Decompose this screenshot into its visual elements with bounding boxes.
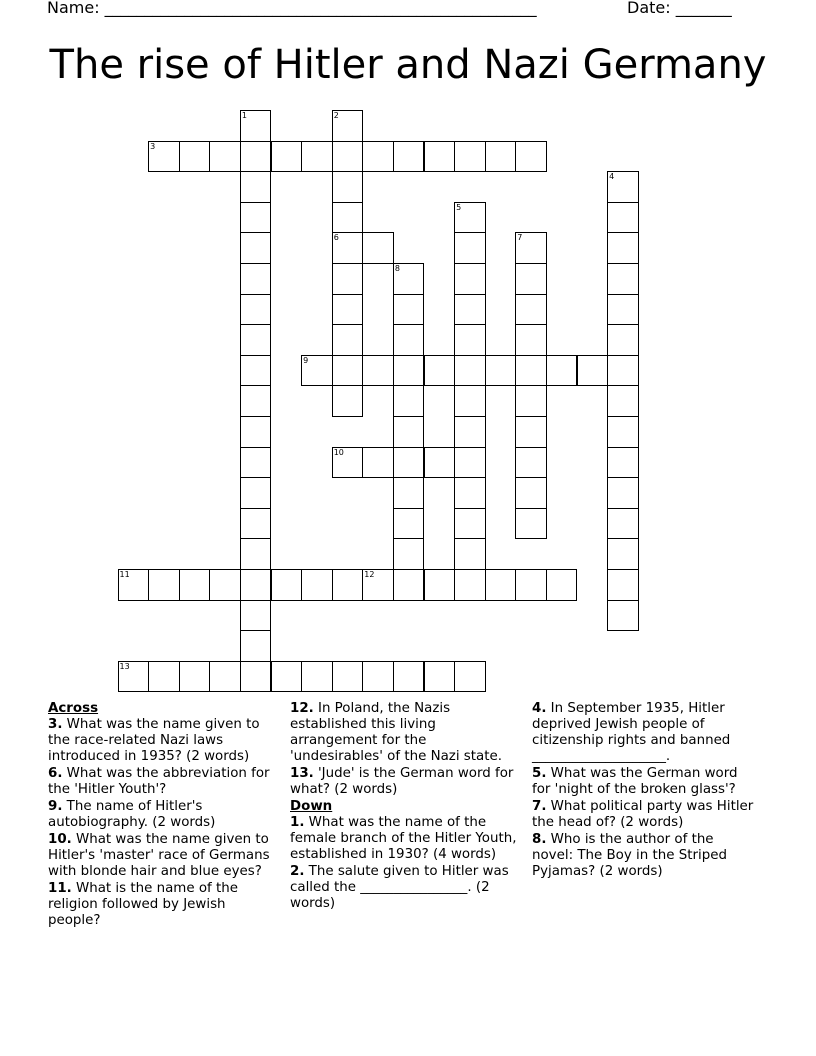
grid-cell[interactable] [332, 294, 364, 326]
grid-cell[interactable] [148, 141, 180, 173]
clue-down-1: 1. What was the name of the female branch of the Hitler Youth, established in 1930? (4 words) [290, 815, 517, 862]
grid-cell[interactable] [515, 477, 547, 509]
grid-cell[interactable] [393, 355, 425, 387]
grid-cell[interactable] [240, 385, 272, 417]
grid-cell[interactable] [332, 447, 364, 479]
grid-cell[interactable] [332, 232, 364, 264]
clues-column-2 [290, 701, 522, 913]
grid-cell[interactable] [393, 416, 425, 448]
grid-cell[interactable] [607, 477, 639, 509]
grid-cell[interactable] [546, 355, 578, 387]
clue-number: 5 [456, 202, 462, 212]
grid-cell[interactable] [301, 141, 333, 173]
grid-cell[interactable] [515, 569, 547, 601]
grid-cell[interactable] [240, 538, 272, 570]
grid-cell[interactable] [240, 294, 272, 326]
grid-cell[interactable] [240, 110, 272, 142]
grid-cell[interactable] [332, 202, 364, 234]
grid-cell[interactable] [271, 141, 303, 173]
grid-cell[interactable] [332, 355, 364, 387]
grid-cell[interactable] [362, 661, 394, 693]
clue-across-6: 6. What was the abbreviation for the 'Hitler Youth'? [48, 766, 270, 797]
grid-cell[interactable] [362, 447, 394, 479]
grid-cell[interactable] [332, 263, 364, 295]
grid-cell[interactable] [240, 508, 272, 540]
grid-cell[interactable] [393, 324, 425, 356]
clue-number: 9 [303, 355, 309, 365]
grid-cell[interactable] [485, 569, 517, 601]
grid-cell[interactable] [424, 141, 456, 173]
grid-cell[interactable] [362, 355, 394, 387]
grid-cell[interactable] [424, 661, 456, 693]
grid-cell[interactable] [454, 141, 486, 173]
grid-cell[interactable] [179, 661, 211, 693]
across-heading: Across [48, 701, 99, 716]
grid-cell[interactable] [515, 385, 547, 417]
grid-cell[interactable] [332, 661, 364, 693]
grid-cell[interactable] [607, 294, 639, 326]
clue-down-4: 4. In September 1935, Hitler deprived Jewish people of citizenship rights and banned ____________________. [532, 701, 731, 764]
grid-cell[interactable] [209, 569, 241, 601]
grid-cell[interactable] [393, 477, 425, 509]
clue-across-11: 11. What is the name of the religion followed by Jewish people? [48, 881, 238, 928]
grid-cell[interactable] [148, 661, 180, 693]
grid-cell[interactable] [607, 263, 639, 295]
grid-cell[interactable] [362, 141, 394, 173]
grid-cell[interactable] [454, 355, 486, 387]
grid-cell[interactable] [271, 661, 303, 693]
grid-cell[interactable] [240, 263, 272, 295]
grid-cell[interactable] [240, 630, 272, 662]
grid-cell[interactable] [607, 171, 639, 203]
grid-cell[interactable] [240, 355, 272, 387]
clue-number: 7 [517, 233, 523, 243]
clue-number: 10 [333, 447, 344, 457]
grid-cell[interactable] [607, 600, 639, 632]
grid-cell[interactable] [515, 263, 547, 295]
grid-cell[interactable] [607, 324, 639, 356]
grid-cell[interactable] [424, 355, 456, 387]
grid-cell[interactable] [424, 569, 456, 601]
grid-cell[interactable] [454, 263, 486, 295]
grid-cell[interactable] [118, 569, 150, 601]
grid-cell[interactable] [240, 477, 272, 509]
grid-cell[interactable] [240, 569, 272, 601]
grid-cell[interactable] [515, 416, 547, 448]
grid-cell[interactable] [393, 294, 425, 326]
grid-cell[interactable] [424, 447, 456, 479]
grid-cell[interactable] [301, 569, 333, 601]
clues-column-3 [532, 701, 758, 881]
grid-cell[interactable] [393, 141, 425, 173]
grid-cell[interactable] [271, 569, 303, 601]
grid-cell[interactable] [362, 569, 394, 601]
grid-cell[interactable] [577, 355, 609, 387]
grid-cell[interactable] [148, 569, 180, 601]
grid-cell[interactable] [393, 508, 425, 540]
grid-cell[interactable] [240, 324, 272, 356]
grid-cell[interactable] [485, 141, 517, 173]
grid-cell[interactable] [240, 232, 272, 264]
grid-cell[interactable] [607, 538, 639, 570]
grid-cell[interactable] [515, 447, 547, 479]
grid-cell[interactable] [454, 569, 486, 601]
clue-number: 6 [333, 233, 339, 243]
grid-cell[interactable] [362, 232, 394, 264]
grid-cell[interactable] [546, 569, 578, 601]
date-field[interactable]: Date: _______ [627, 0, 732, 17]
clue-across-3: 3. What was the name given to the race-related Nazi laws introduced in 1935? (2 words) [48, 717, 260, 764]
grid-cell[interactable] [332, 385, 364, 417]
clue-down-5: 5. What was the German word for 'night of the broken glass'? [532, 766, 738, 797]
grid-cell[interactable] [607, 447, 639, 479]
grid-cell[interactable] [607, 508, 639, 540]
grid-cell[interactable] [393, 661, 425, 693]
grid-cell[interactable] [454, 538, 486, 570]
grid-cell[interactable] [301, 355, 333, 387]
grid-cell[interactable] [454, 477, 486, 509]
clue-number: 4 [609, 172, 615, 182]
grid-cell[interactable] [454, 324, 486, 356]
grid-cell[interactable] [393, 385, 425, 417]
grid-cell[interactable] [240, 171, 272, 203]
page-title: The rise of Hitler and Nazi Germany [49, 42, 767, 88]
clue-across-13: 13. 'Jude' is the German word for what? (2 words) [290, 766, 514, 797]
grid-cell[interactable] [209, 661, 241, 693]
grid-cell[interactable] [454, 416, 486, 448]
clue-down-8: 8. Who is the author of the novel: The Boy in the Striped Pyjamas? (2 words) [532, 832, 727, 879]
grid-cell[interactable] [393, 447, 425, 479]
grid-cell[interactable] [332, 324, 364, 356]
grid-cell[interactable] [515, 294, 547, 326]
clues-column-1 [48, 701, 276, 930]
grid-cell[interactable] [393, 263, 425, 295]
clue-down-2: 2. The salute given to Hitler was called the ________________. (2 words) [290, 864, 509, 911]
grid-cell[interactable] [332, 569, 364, 601]
clue-across-10: 10. What was the name given to Hitler's 'master' race of Germans with blonde hair and blue eyes? [48, 832, 270, 879]
grid-cell[interactable] [332, 110, 364, 142]
down-heading: Down [290, 799, 333, 814]
grid-cell[interactable] [607, 385, 639, 417]
clue-number: 12 [364, 570, 375, 579]
grid-cell[interactable] [393, 569, 425, 601]
grid-cell[interactable] [515, 355, 547, 387]
grid-cell[interactable] [179, 141, 211, 173]
clue-number: 2 [333, 111, 339, 120]
grid-cell[interactable] [240, 661, 272, 693]
grid-cell[interactable] [454, 202, 486, 234]
grid-cell[interactable] [485, 355, 517, 387]
grid-cell[interactable] [240, 416, 272, 448]
clue-number: 11 [119, 570, 130, 579]
grid-cell[interactable] [179, 569, 211, 601]
grid-cell[interactable] [454, 385, 486, 417]
grid-cell[interactable] [240, 202, 272, 234]
clue-number: 8 [394, 264, 400, 273]
clue-number: 1 [241, 111, 247, 120]
grid-cell[interactable] [454, 447, 486, 479]
grid-cell[interactable] [209, 141, 241, 173]
name-field[interactable]: Name: ______________________________________________________ [47, 0, 537, 17]
clue-down-7: 7. What political party was Hitler the head of? (2 words) [532, 799, 754, 830]
grid-cell[interactable] [607, 232, 639, 264]
grid-cell[interactable] [454, 508, 486, 540]
grid-cell[interactable] [240, 141, 272, 173]
grid-cell[interactable] [607, 416, 639, 448]
grid-cell[interactable] [515, 508, 547, 540]
grid-cell[interactable] [515, 232, 547, 264]
grid-cell[interactable] [240, 447, 272, 479]
grid-cell[interactable] [393, 538, 425, 570]
grid-cell[interactable] [332, 171, 364, 203]
clue-across-9: 9. The name of Hitler's autobiography. (2 words) [48, 799, 216, 830]
clue-number: 3 [150, 141, 156, 151]
grid-cell[interactable] [454, 294, 486, 326]
grid-cell[interactable] [454, 232, 486, 264]
grid-cell[interactable] [515, 141, 547, 173]
grid-cell[interactable] [607, 202, 639, 234]
grid-cell[interactable] [301, 661, 333, 693]
grid-cell[interactable] [332, 141, 364, 173]
grid-cell[interactable] [240, 600, 272, 632]
grid-cell[interactable] [454, 661, 486, 693]
grid-cell[interactable] [118, 661, 150, 693]
grid-cell[interactable] [607, 569, 639, 601]
clue-across-12: 12. In Poland, the Nazis established this living arrangement for the 'undesirables' of the Nazi state. [290, 701, 502, 764]
grid-cell[interactable] [607, 355, 639, 387]
clue-number: 13 [119, 661, 130, 671]
grid-cell[interactable] [515, 324, 547, 356]
